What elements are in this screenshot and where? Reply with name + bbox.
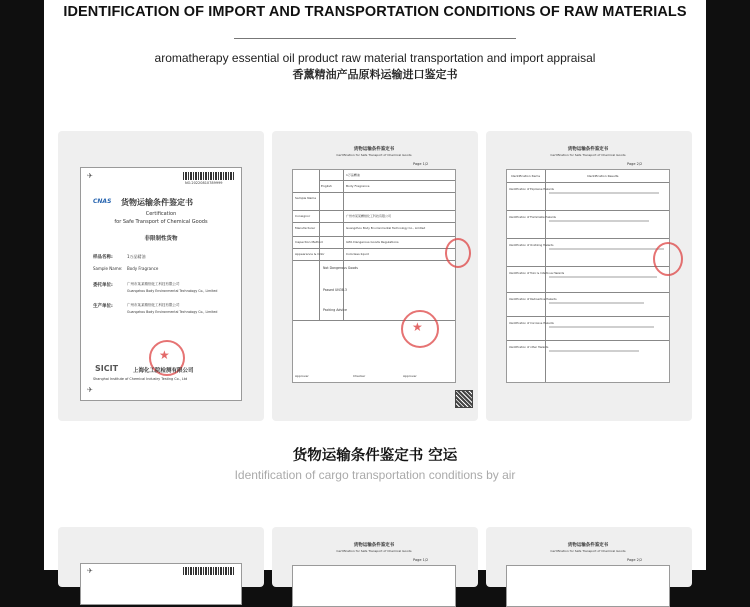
certificate-card-1[interactable] [58, 131, 264, 421]
page-number: Page 1/2 [413, 558, 429, 562]
qr-code-image [455, 390, 473, 408]
row-label: 委托单位: [93, 283, 113, 288]
sicit-logo: SICIT [95, 364, 119, 373]
row-label: English [321, 184, 332, 188]
row-label: Sample Name [295, 196, 317, 200]
certificate-document [80, 563, 242, 605]
row-label: Inspection Method [295, 240, 323, 244]
hazard-item: Identification of Radioactive Hazards [509, 298, 557, 301]
result-text-line [549, 248, 664, 250]
result-text-line [549, 276, 657, 278]
grid-line [507, 292, 669, 293]
grid-line [545, 170, 546, 382]
conclusion-note: Packing Advice [323, 308, 347, 312]
page-title: IDENTIFICATION OF IMPORT AND TRANSPORTATION CONDITIONS OF RAW MATERIALS [63, 4, 687, 20]
hazard-item: Identification of Flammable Hazards [509, 216, 556, 219]
grid-line [293, 192, 455, 193]
certificate-title-en: Certification [145, 211, 177, 217]
title-divider [234, 38, 516, 39]
grid-line [507, 266, 669, 267]
certificate-title-cn: 货物运输条件鉴定书 [121, 198, 193, 207]
subtitle-english: aromatherapy essential oil product raw material transportation and import appraisal [154, 51, 596, 65]
row-label: Sample Name: [93, 266, 123, 271]
row-value: 1万品精油 [346, 173, 360, 177]
row-value: Guangzhou Body Environmental Technology Co., Limited [127, 310, 218, 314]
conclusion-note: Passed UN38.3 [323, 288, 347, 292]
subtitle-chinese: 香薰精油产品原料运输进口鉴定书 [292, 68, 458, 81]
certificate-card-4[interactable] [58, 527, 264, 587]
doc-title-en: Certification for Safe Transport of Chemical Goods [550, 549, 626, 553]
grid-line [293, 236, 455, 237]
barcode-image [183, 172, 235, 180]
row-value: 广州市某某精细化工科技有限公司 [127, 282, 180, 286]
grid-line [507, 316, 669, 317]
signature-label: Approver [403, 374, 417, 378]
certificate-document [506, 147, 670, 383]
certificate-card-2[interactable] [272, 131, 478, 421]
doc-title-cn: 货物运输条件鉴定书 [353, 147, 395, 152]
signature-label: Approver [295, 374, 309, 378]
doc-title-en: Certification for Safe Transport of Chemical Goods [336, 153, 412, 157]
goods-class: 非限制性货物 [144, 236, 178, 242]
grid-line [293, 248, 455, 249]
plane-icon: ✈ [87, 386, 93, 394]
grid-line [507, 182, 669, 183]
doc-title-cn: 货物运输条件鉴定书 [353, 543, 395, 548]
row-value: Guangzhou Body Environmental Technology Co., Limited [346, 226, 426, 230]
row-label: 样品名称: [93, 255, 113, 260]
gallery-caption-en: Identification of cargo transportation conditions by air [234, 468, 516, 482]
row-value: Body Fragrance [127, 266, 159, 271]
row-value: Colorless liquid [346, 252, 369, 256]
page-number: Page 2/2 [627, 162, 643, 166]
grid-line [293, 222, 455, 223]
seal-star-icon: ★ [159, 348, 170, 362]
plane-icon: ✈ [87, 172, 93, 180]
certificate-number: NO.20220810789999 [185, 181, 223, 185]
product-detail-page [44, 0, 706, 575]
certificate-document [292, 543, 456, 607]
conclusion-note: Not Dangerous Goods [323, 266, 358, 270]
row-label: Manufacturer [295, 226, 316, 230]
hazard-item: Identification of Oxidizing Hazards [509, 244, 554, 247]
result-text-line [549, 350, 639, 352]
certificate-document [506, 543, 670, 607]
doc-title-cn: 货物运输条件鉴定书 [567, 147, 609, 152]
grid-line [319, 180, 455, 181]
doc-title-en: Certification for Safe Transport of Chemical Goods [336, 549, 412, 553]
certificate-card-5[interactable] [272, 527, 478, 587]
hazard-item: Identification of Toxic & Infectious Hazards [509, 272, 565, 275]
row-value: 广州市某某精细化工科技有限公司 [127, 303, 180, 307]
result-text-line [549, 220, 649, 222]
column-header: Identification Results [587, 174, 619, 178]
row-value: IATA Dangerous Goods Regulations [346, 240, 399, 244]
row-value: 1万品精油 [127, 254, 146, 259]
grid-line [507, 238, 669, 239]
grid-line [507, 340, 669, 341]
certificate-card-6[interactable] [486, 527, 692, 587]
cnas-logo: CNAS [93, 198, 112, 205]
issuer-name-cn: 上海化工院检测有限公司 [133, 368, 194, 374]
partial-seal [653, 242, 683, 276]
issuer-name-en: Shanghai Institute of Chemical Industry Testing Co., Ltd [93, 377, 188, 381]
result-text-line [549, 192, 659, 194]
hazard-item: Identification of Explosive Hazards [509, 188, 554, 191]
seal-star-icon: ★ [412, 320, 423, 334]
row-value: Guangzhou Body Environmental Technology Co., Limited [127, 289, 218, 293]
hazard-item: Identification of Corrosive Hazards [509, 322, 554, 325]
page-number: Page 2/2 [627, 558, 643, 562]
column-header: Identification Items [511, 174, 541, 178]
signature-label: Checker [353, 374, 366, 378]
row-value: Body Fragrance [346, 184, 370, 188]
certificate-subtitle-en: for Safe Transport of Chemical Goods [114, 219, 208, 225]
gallery-caption-cn: 货物运输条件鉴定书 空运 [292, 448, 458, 464]
page-number: Page 1/2 [413, 162, 429, 166]
result-text-line [549, 326, 654, 328]
plane-icon: ✈ [87, 567, 93, 575]
partial-seal [445, 238, 471, 268]
row-label: Appearance & Odor [295, 252, 325, 256]
hazard-item: Identification of other Hazards [509, 346, 549, 349]
certificate-document [80, 167, 242, 401]
doc-title-cn: 货物运输条件鉴定书 [567, 543, 609, 548]
grid-line [293, 260, 455, 261]
certificate-card-3[interactable] [486, 131, 692, 421]
row-value: 广州市某某精细化工科技有限公司 [346, 214, 392, 218]
result-text-line [549, 302, 644, 304]
row-label: Consignor [295, 214, 311, 218]
doc-title-en: Certification for Safe Transport of Chemical Goods [550, 153, 626, 157]
barcode-image [183, 567, 235, 575]
certificate-document [292, 147, 456, 383]
grid-line [507, 210, 669, 211]
row-label: 生产单位: [93, 304, 113, 309]
grid-line [293, 210, 455, 211]
